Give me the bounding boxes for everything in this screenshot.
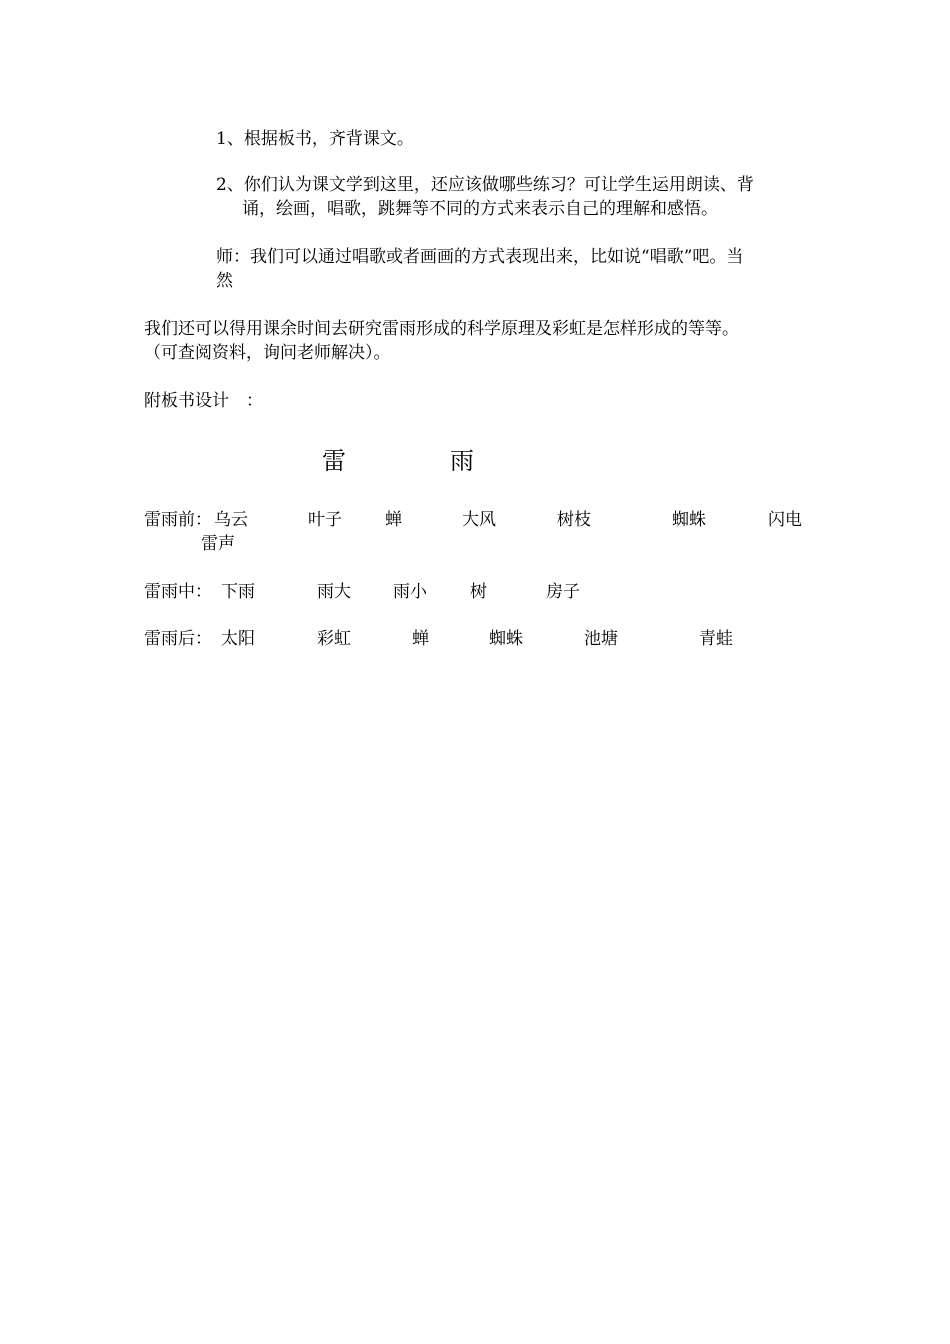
during-item: 雨小 xyxy=(393,582,427,602)
during-item: 雨大 xyxy=(317,582,351,602)
before-item: 闪电 xyxy=(768,510,802,530)
before-item: 大风 xyxy=(462,510,496,530)
after-label: 雷雨后： xyxy=(144,629,212,649)
teacher-line-1: 师：我们可以通过唱歌或者画画的方式表现出来，比如说“唱歌”吧。当 xyxy=(216,247,744,267)
after-item: 蜘蛛 xyxy=(489,629,523,649)
step-1: 1、根据板书，齐背课文。 xyxy=(216,129,414,149)
during-item: 树 xyxy=(470,582,487,602)
before-item: 蝉 xyxy=(385,510,402,530)
after-item: 青蛙 xyxy=(699,629,733,649)
board-title-char-2: 雨 xyxy=(450,447,474,475)
extension-line-2: （可查阅资料，询问老师解决）。 xyxy=(144,343,391,363)
before-item: 蜘蛛 xyxy=(672,510,706,530)
extension-line-1: 我们还可以得用课余时间去研究雷雨形成的科学原理及彩虹是怎样形成的等等。 xyxy=(144,319,739,339)
after-item: 池塘 xyxy=(584,629,618,649)
during-label: 雷雨中： xyxy=(144,582,212,602)
before-item: 雷声 xyxy=(201,534,235,554)
before-item: 树枝 xyxy=(557,510,591,530)
board-title-char-1: 雷 xyxy=(322,447,346,475)
step-2-line-2: 诵，绘画，唱歌，跳舞等不同的方式来表示自己的理解和感悟。 xyxy=(242,199,718,219)
after-item: 太阳 xyxy=(221,629,255,649)
board-heading: 附板书设计 ： xyxy=(144,391,263,411)
before-item: 乌云 xyxy=(214,510,248,530)
during-item: 房子 xyxy=(546,582,580,602)
during-item: 下雨 xyxy=(221,582,255,602)
after-item: 蝉 xyxy=(412,629,429,649)
teacher-line-2: 然 xyxy=(216,271,233,291)
before-label: 雷雨前： xyxy=(144,510,212,530)
before-item: 叶子 xyxy=(308,510,342,530)
step-2-line-1: 2、你们认为课文学到这里，还应该做哪些练习？可让学生运用朗读、背 xyxy=(216,175,754,195)
after-item: 彩虹 xyxy=(317,629,351,649)
